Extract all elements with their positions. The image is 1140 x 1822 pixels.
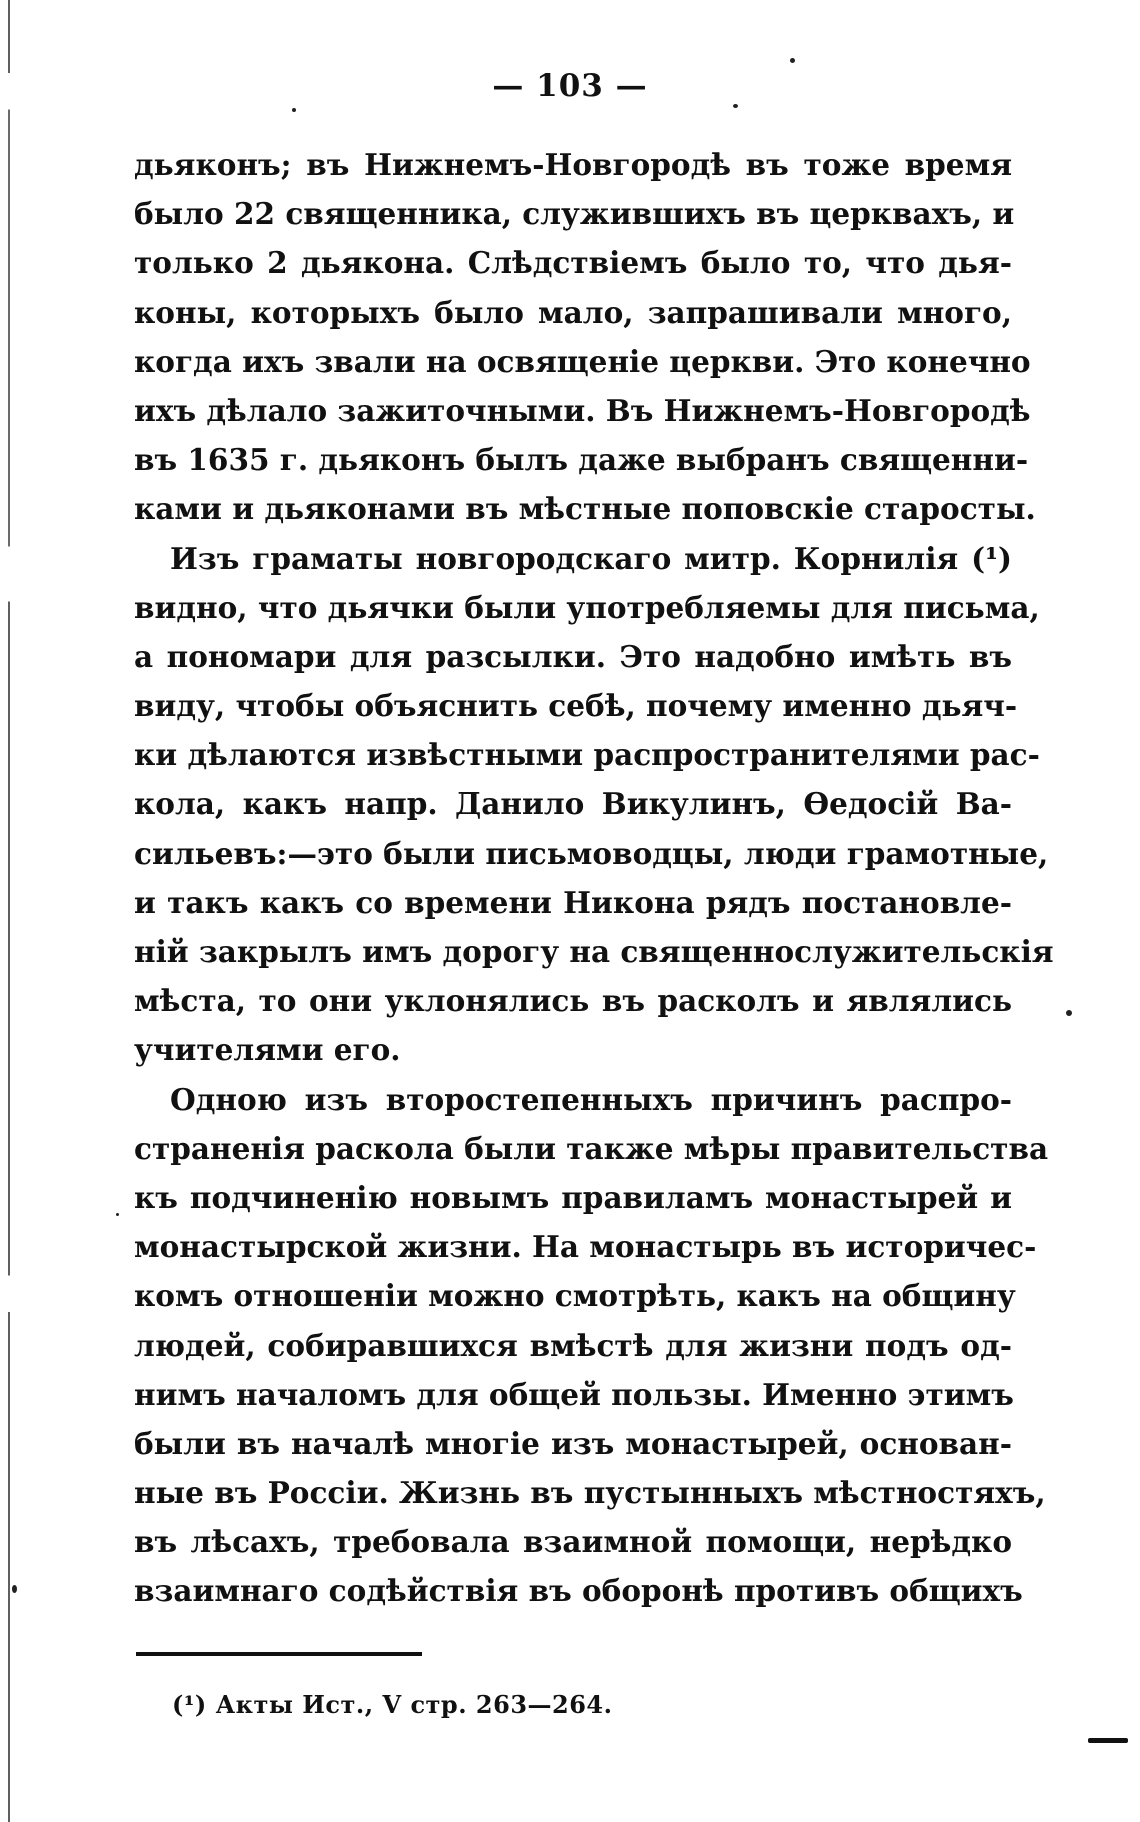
- text-line: комъ отношеніи можно смотрѣть, какъ на общину: [134, 1278, 1016, 1314]
- text-line: ные въ Россіи. Жизнь въ пустынныхъ мѣстностяхъ,: [134, 1475, 1046, 1511]
- scan-speck: [1066, 1010, 1072, 1016]
- scan-speck: [292, 108, 296, 112]
- text-line: а пономари для разсылки. Это надобно имѣть въ: [134, 638, 1012, 674]
- scan-speck: [116, 1213, 119, 1216]
- scan-edge-mark: [1088, 1738, 1128, 1743]
- text-line: въ лѣсахъ, требовала взаимной помощи, нерѣдко: [134, 1524, 1012, 1560]
- text-line: сильевъ:—это были письмоводцы, люди грамотные,: [134, 835, 1049, 871]
- scan-speck: [12, 1585, 17, 1593]
- text-line: когда ихъ звали на освященіе церкви. Это конечно: [134, 343, 1031, 379]
- text-line: дьяконъ; въ Нижнемъ-Новгородѣ въ тоже время: [134, 147, 1012, 182]
- page-number: — 103 —: [492, 68, 648, 104]
- footnote-rule: [136, 1652, 422, 1656]
- scan-page-edge: [8, 0, 10, 1822]
- text-line: къ подчиненію новымъ правиламъ монастырей и: [134, 1179, 1012, 1215]
- text-line: мѣста, то они уклонялись въ расколъ и являлись: [134, 983, 1012, 1019]
- text-line: кола, какъ напр. Данило Викулинъ, Ѳедосій Ва-: [134, 786, 1012, 822]
- text-line: монастырской жизни. На монастырь въ историчес-: [134, 1229, 1037, 1265]
- text-line: ній закрылъ имъ дорогу на священнослужительскія: [134, 934, 1054, 969]
- scan-speck: [790, 58, 795, 63]
- scan-speck: [733, 104, 738, 108]
- text-line: ихъ дѣлало зажиточными. Въ Нижнемъ-Новгородѣ: [134, 392, 1031, 428]
- paragraph: [134, 140, 1036, 534]
- text-line: только 2 дьякона. Слѣдствіемъ было то, что дья-: [134, 245, 1012, 281]
- text-line: Одною изъ второстепенныхъ причинъ распро-: [170, 1081, 1012, 1117]
- text-line: страненія раскола были также мѣры правительства: [134, 1130, 1049, 1166]
- page-body: [134, 140, 1054, 1616]
- text-line: людей, собиравшихся вмѣстѣ для жизни подъ од-: [134, 1327, 1012, 1363]
- paragraph: [134, 534, 1054, 1075]
- text-line: были въ началѣ многіе изъ монастырей, основан-: [134, 1425, 1012, 1461]
- text-line: было 22 священника, служившихъ въ церквахъ, и: [134, 196, 1015, 232]
- text-line: ки дѣлаются извѣстными распространителями рас-: [134, 737, 1040, 773]
- text-line: Изъ граматы новгородскаго митр. Корнилія (¹): [170, 540, 1012, 576]
- text-line: ками и дьяконами въ мѣстные поповскіе старосты.: [134, 491, 1036, 527]
- text-line: нимъ началомъ для общей пользы. Именно этимъ: [134, 1376, 1014, 1412]
- text-line: видно, что дьячки были употребляемы для письма,: [134, 589, 1040, 625]
- text-line: взаимнаго содѣйствія въ оборонѣ противъ общихъ: [134, 1573, 1023, 1609]
- paragraph: [134, 1075, 1049, 1616]
- text-line: въ 1635 г. дьяконъ былъ даже выбранъ священни-: [134, 442, 1029, 478]
- text-line: коны, которыхъ было мало, запрашивали много,: [134, 294, 1012, 330]
- text-line: учителями его.: [134, 1032, 401, 1068]
- text-line: виду, чтобы объяснить себѣ, почему именно дьяч-: [134, 688, 1018, 724]
- text-line: и такъ какъ со времени Никона рядъ постановле-: [134, 884, 1012, 920]
- footnote: (¹) Акты Ист., V стр. 263—264.: [172, 1690, 613, 1719]
